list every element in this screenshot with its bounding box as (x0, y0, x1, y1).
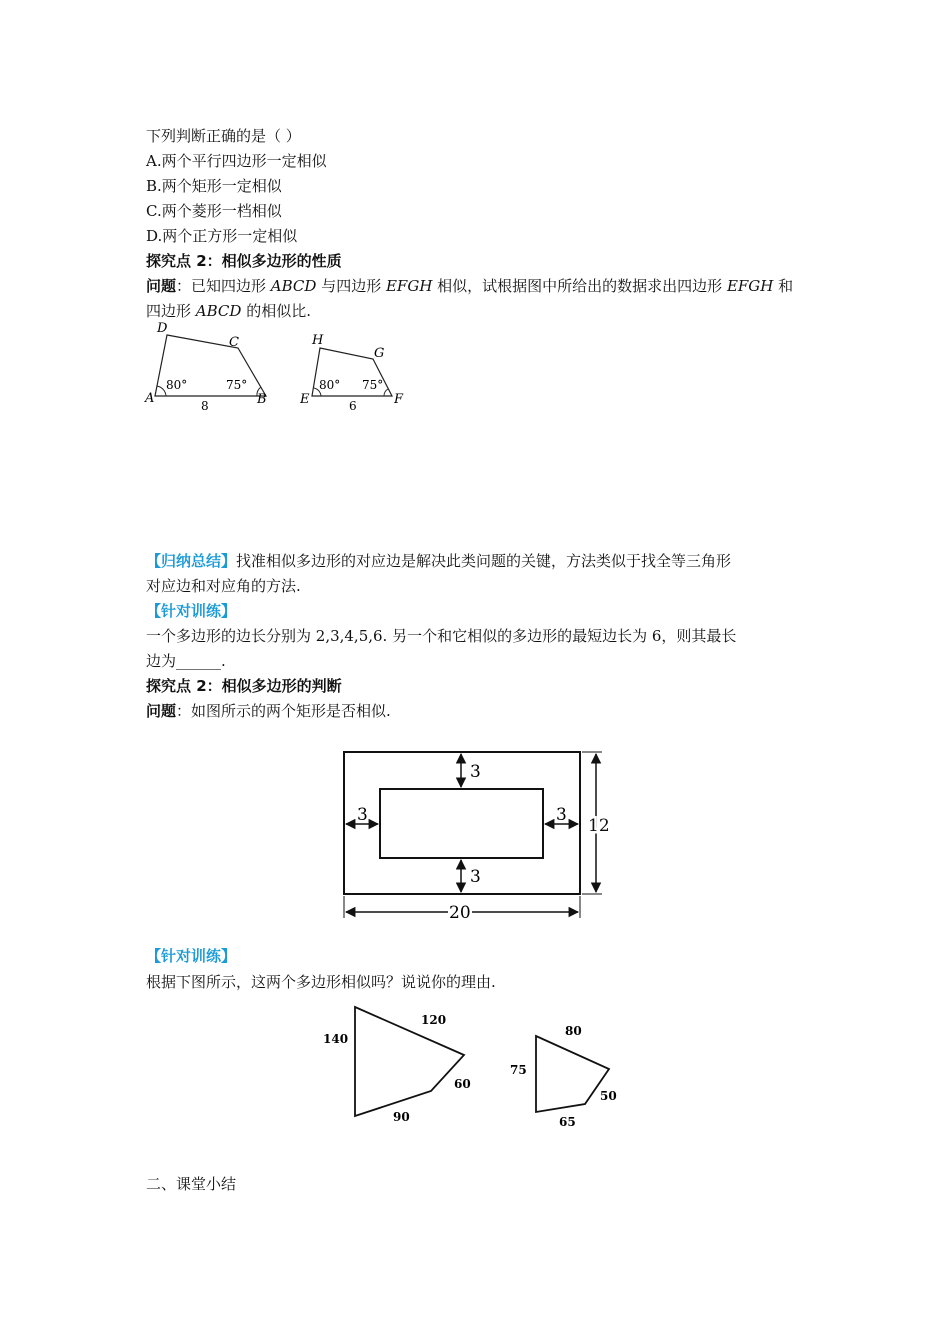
training1-line2: 边为______. (146, 652, 226, 670)
training2-text: 根据下图所示，这两个多边形相似吗？说说你的理由. (146, 973, 496, 991)
side-ab-label: 8 (201, 399, 209, 413)
angle-f-label: 75° (362, 378, 384, 392)
side-90: 90 (393, 1110, 410, 1124)
text: 四边形 (146, 302, 196, 320)
dim-width: 20 (449, 903, 471, 923)
angle-e-label: 80° (319, 378, 341, 392)
summary-line2: 对应边和对应角的方法. (146, 577, 301, 595)
angle-a-label: 80° (166, 378, 188, 392)
side-120: 120 (421, 1013, 447, 1027)
quad-name: ABCD (270, 277, 317, 295)
training-label-1: 【针对训练】 (146, 602, 237, 620)
angle-b-label: 75° (226, 378, 248, 392)
inner-rectangle (380, 789, 543, 858)
polygon-small (536, 1036, 609, 1112)
vertex-c: C (229, 335, 239, 350)
option-a: A.两个平行四边形一定相似 (146, 152, 327, 170)
dim-right: 3 (556, 805, 567, 825)
polygons-figure (318, 1000, 628, 1140)
rectangles-figure (330, 740, 620, 925)
vertex-e: E (300, 392, 310, 407)
vertex-b: B (257, 392, 267, 407)
text: 相似，试根据图中所给出的数据求出四边形 (432, 277, 727, 295)
dim-height: 12 (588, 816, 610, 836)
side-75: 75 (510, 1063, 527, 1077)
summary-label: 【归纳总结】 (146, 552, 237, 570)
problem-statement-line2 (146, 301, 311, 321)
section-heading-judgment: 探究点 2：相似多边形的判断 (146, 677, 342, 695)
section-heading-properties: 探究点 2：相似多边形的性质 (146, 252, 342, 270)
option-d: D.两个正方形一定相似 (146, 227, 298, 245)
problem-label: 问题 (146, 702, 177, 720)
quad-efgh (299, 333, 404, 413)
quad-name: EFGH (385, 277, 433, 295)
section-heading-summary: 二、课堂小结 (146, 1175, 237, 1193)
dim-left: 3 (357, 805, 368, 825)
summary-text: 找准相似多边形的对应边是解决此类问题的关键，方法类似于找全等三角形 (236, 552, 732, 570)
text: 与四边形 (316, 277, 386, 295)
problem-statement-line1 (146, 276, 793, 296)
training-label-2: 【针对训练】 (146, 947, 237, 965)
side-65: 65 (559, 1115, 576, 1129)
text: 和 (773, 277, 794, 295)
polygon-large (355, 1007, 464, 1116)
vertex-g: G (374, 346, 385, 361)
question-stem: 下列判断正确的是（ ） (146, 127, 301, 145)
problem-label: 问题 (146, 277, 177, 295)
vertex-d: D (157, 321, 168, 336)
quad-name: ABCD (195, 302, 242, 320)
side-140: 140 (323, 1032, 349, 1046)
summary-line1 (146, 551, 731, 571)
vertex-h: H (312, 333, 324, 348)
text: ：如图所示的两个矩形是否相似. (176, 702, 391, 720)
problem-statement-2 (146, 701, 391, 721)
vertex-f: F (394, 392, 404, 407)
option-b: B.两个矩形一定相似 (146, 177, 282, 195)
quad-name: EFGH (726, 277, 774, 295)
dim-top: 3 (470, 762, 481, 782)
side-ef-label: 6 (349, 399, 357, 413)
side-80: 80 (565, 1024, 582, 1038)
text: 的相似比. (241, 302, 311, 320)
text: ：已知四边形 (176, 277, 271, 295)
dim-bottom: 3 (470, 867, 481, 887)
side-50: 50 (600, 1089, 617, 1103)
quad-abcd (144, 321, 267, 413)
option-c: C.两个菱形一档相似 (146, 202, 282, 220)
vertex-a: A (145, 391, 155, 406)
side-60: 60 (454, 1077, 471, 1091)
quadrilateral-figure (140, 320, 420, 415)
training1-line1: 一个多边形的边长分别为 2,3,4,5,6. 另一个和它相似的多边形的最短边长为 6，则其最长 (146, 627, 737, 645)
